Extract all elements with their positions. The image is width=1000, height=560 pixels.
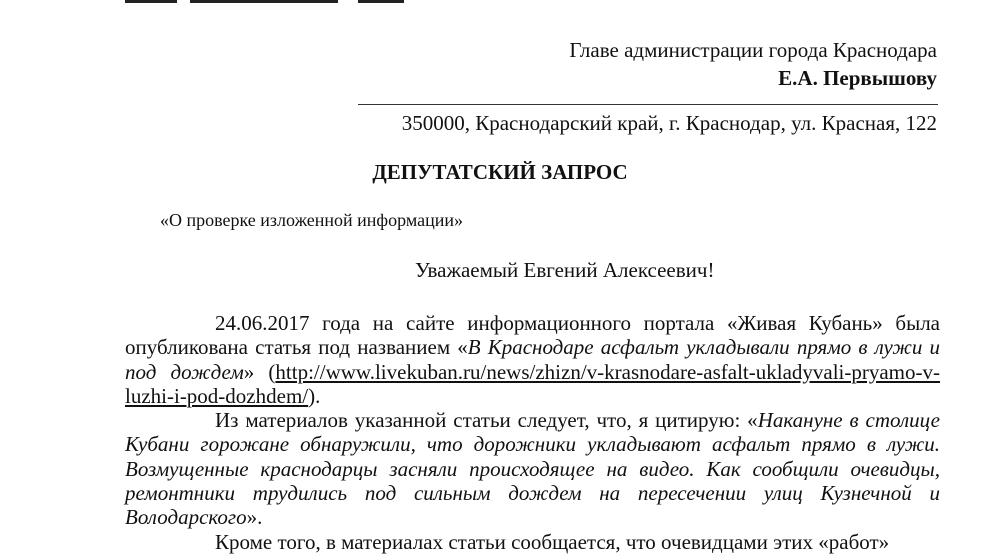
article-link[interactable]: http://www.livekuban.ru/news/zhizn/v-krasnodare-asfalt-ukladyvali-pryamo-v-luzhi-i-pod-dozhdem/: [125, 359, 941, 408]
p1-text-end: ).: [308, 383, 321, 408]
greeting-text: Уважаемый Евгений Алексеевич!: [415, 258, 715, 282]
quoted-text: Накануне в столице Кубани горожане обнаружили, что дорожники укладывают асфальт прямо в лужи. Возмущенные краснодарцы засняли происходящее на видео. Как сообщили очевидцы, ремонтники трудились под сильным дождем на пересечении улиц Кузнечной и Володарского: [125, 408, 941, 530]
p2-text-end: ».: [246, 505, 263, 530]
top-edge-marks: [0, 0, 1000, 4]
document-title: ДЕПУТАТСКИЙ ЗАПРОС: [372, 160, 628, 184]
edge-mark: [125, 0, 177, 3]
paragraph-2: [125, 408, 940, 529]
edge-mark: [358, 0, 404, 3]
addressee-position: Главе администрации города Краснодара: [569, 38, 937, 62]
p1-text-mid: » (: [243, 359, 276, 384]
article-title: В Краснодаре асфальт укладывали прямо в лужи и под дождем: [125, 335, 940, 384]
paragraph-3: Кроме того, в материалах статьи сообщается, что очевидцами этих «работ»: [215, 529, 890, 554]
letter-body: [125, 311, 940, 554]
paragraph-1: [125, 311, 940, 408]
edge-mark: [190, 0, 338, 3]
addressee-block: [569, 36, 937, 92]
document-subject: «О проверке изложенной информации»: [160, 210, 463, 230]
address-line: 350000, Краснодарский край, г. Краснодар, ул. Красная, 122: [401, 111, 937, 135]
p1-text-start: 24.06.2017 года на сайте информационного портала «Живая Кубань» была опубликована статья под названием «: [125, 311, 940, 360]
address-divider: [358, 104, 938, 105]
p2-text-start: Из материалов указанной статьи следует, что, я цитирую: «: [215, 408, 758, 433]
addressee-name: Е.А. Первышову: [778, 66, 937, 90]
